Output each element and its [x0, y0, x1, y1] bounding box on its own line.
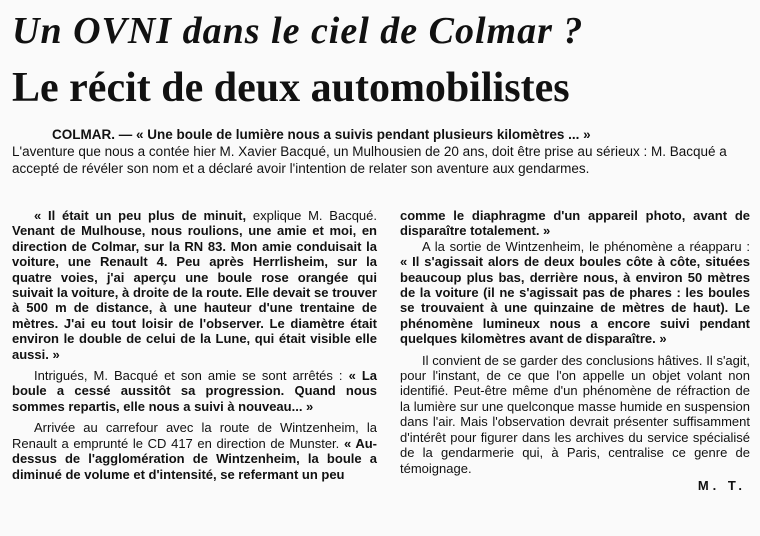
intro-text: L'aventure que nous a contée hier M. Xavier Bacqué, un Mulhousien de 20 ans, doit être prise au sérieux : M. Bacqué a accepté de révéler son nom et a déclaré avoir l'intention de relater son aventure aux gendarmes. [12, 144, 727, 176]
right-paragraph-2 [400, 239, 750, 347]
quote: « Il s'agissait alors de deux boules côte à côte, situées beaucoup plus bas, derrière nous, à environ 50 mètres de la voiture (il ne s'agissait pas de phares : les boules se trouvaient à une quinzaine de mètres de haut). Le phénomène lumineux nous a encore suivi pendant quelques kilomètres avant de disparaître. » [400, 254, 750, 347]
author-signature: M. T. [697, 477, 746, 493]
quote: « La boule a cessé aussitôt sa progression. Quand nous sommes repartis, elle nous a suivi à nouveau... » [12, 368, 377, 414]
headline-line-1: Un OVNI dans le ciel de Colmar ? [12, 10, 584, 52]
intro-paragraph [12, 126, 752, 177]
left-paragraph-3 [12, 420, 377, 482]
narration: A la sortie de Wintzenheim, le phénomène a réapparu : [422, 238, 750, 254]
right-paragraph-3: Il convient de se garder des conclusions hâtives. Il s'agit, pour l'instant, de ce que l'on appelle un objet volant non identifié. Peut-être même d'un phénomène de réfraction de la lumière sur une quelconque masse humide en suspension dans l'air. Mais l'observation devrait présenter suffisamment d'intérêt pour figurer dans les archives du service spécialisé de la gendarmerie qui, à Paris, centralise ce genre de témoignage. [400, 352, 750, 476]
left-paragraph-1 [12, 208, 377, 362]
headline-line-2: Le récit de deux automobilistes [12, 65, 570, 111]
quote: « Au-dessus de l'agglomération de Wintzenheim, la boule a diminué de volume et d'intensité, se refermant un peu [12, 435, 377, 482]
quote-continued: comme le diaphragme d'un appareil photo, avant de disparaître totalement. » [400, 208, 750, 239]
quote-body: Venant de Mulhouse, nous roulions, une amie et moi, en direction de Colmar, sur la RN 83. Mon amie conduisait la voiture, une Renault 4. Peu après Herrlisheim, sur la quatre voies, j'ai aperçu une boule rose orangée qui suivait la voiture, à droite de la route. Elle devait se trouver à 500 m de distance, à une hauteur d'une trentaine de mètres. J'ai eu tout loisir de l'observer. Le diamètre était environ le double de celui de la Lune, qui était visible elle aussi. » [12, 223, 377, 362]
intro-lead: COLMAR. — « Une boule de lumière nous a suivis pendant plusieurs kilomètres ... » [52, 127, 591, 142]
left-paragraph-2 [12, 368, 377, 414]
narration: Arrivée au carrefour avec la route de Wintzenheim, la Renault a emprunté le CD 417 en direction de Munster. [12, 420, 377, 451]
right-paragraph-1 [400, 208, 750, 239]
left-column [12, 208, 377, 482]
narration: Intrigués, M. Bacqué et son amie se sont arrêtés : [34, 368, 349, 384]
quote-start: « Il était un peu plus de minuit, [34, 208, 247, 223]
attribution: explique M. Bacqué. [246, 208, 378, 223]
right-column [400, 208, 750, 493]
